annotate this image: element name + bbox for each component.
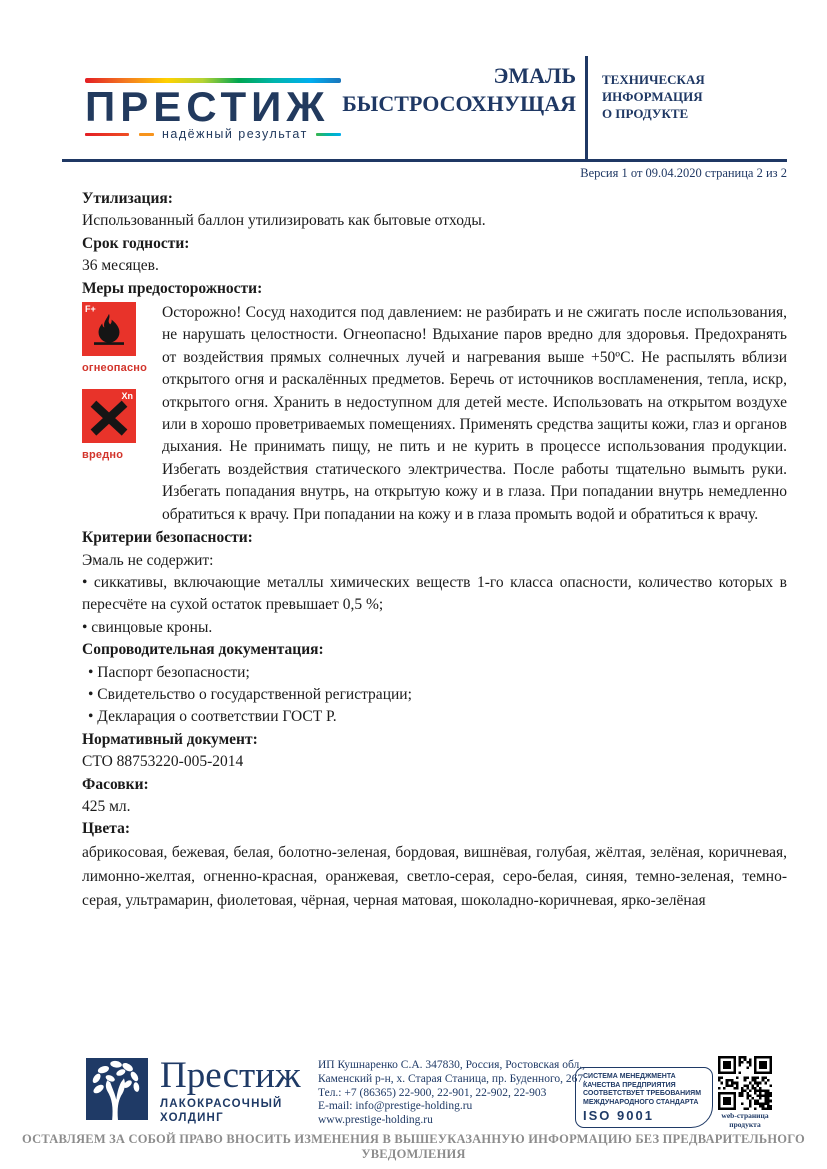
header-rule — [62, 159, 787, 162]
footer-disclaimer: ОСТАВЛЯЕМ ЗА СОБОЙ ПРАВО ВНОСИТЬ ИЗМЕНЕНИЯ В ВЫШЕУКАЗАННУЮ ИНФОРМАЦИЮ БЕЗ ПРЕДВАРИТЕЛЬНОГО УВЕДОМЛЕНИЯ — [22, 1132, 805, 1161]
teal-dash — [316, 133, 341, 136]
document-body — [82, 188, 787, 913]
address-line-1: ИП Кушнаренко С.А. 347830, Россия, Ростовская обл., — [318, 1059, 586, 1071]
qr-code-icon — [718, 1056, 772, 1110]
address-line-3: Тел.: +7 (86365) 22-900, 22-901, 22-902, 22-903 — [318, 1086, 547, 1099]
product-title-line1: ЭМАЛЬ — [493, 63, 576, 88]
shelf-life-text: 36 месяцев. — [82, 257, 159, 275]
flammable-caption: огнеопасно — [82, 362, 148, 375]
cross-icon — [89, 397, 129, 437]
normative-text: СТО 88753220-005-2014 — [82, 753, 244, 771]
precautions-block — [82, 302, 787, 526]
brand-name: ПРЕСТИЖ — [85, 83, 330, 130]
brand-tagline: надёжный результат — [162, 127, 308, 141]
company-address — [318, 1059, 586, 1128]
address-line-website: www.prestige-holding.ru — [318, 1114, 433, 1127]
doc-type-title — [602, 71, 705, 122]
section-heading-colors: Цвета: — [82, 820, 131, 838]
harmful-caption: вредно — [82, 449, 124, 462]
address-line-email: E-mail: info@prestige-holding.ru — [318, 1100, 473, 1113]
harmful-pictogram — [82, 389, 136, 443]
prestige-logo — [85, 78, 341, 141]
section-heading-packaging: Фасовки: — [82, 775, 149, 793]
documentation-item-3: • Декларация о соответствии ГОСТ Р. — [88, 708, 337, 726]
product-title — [320, 62, 576, 118]
section-heading-normative: Нормативный документ: — [82, 730, 258, 748]
flammable-pictogram — [82, 302, 136, 356]
safety-criteria-bullet-2: • свинцовые кроны. — [82, 618, 213, 636]
hazard-pictograms — [82, 302, 150, 526]
footer-logo — [86, 1055, 301, 1125]
address-line-2: Каменский р-н, х. Старая Станица, пр. Буденного, 267. — [318, 1072, 586, 1085]
footer-brand-subtitle: ЛАКОКРАСОЧНЫЙ ХОЛДИНГ — [160, 1098, 283, 1124]
precautions-text: Осторожно! Сосуд находится под давлением: не разбирать и не сжигать после использования, не нарушать целостности. Огнеопасно! Вдыхание паров вредно для здоровья. Предохранять от воздействия прямых солнечных лучей и нагревания выше +50ºС. Не распылять вблизи открытого огня и раскалённых предметов. Беречь от источников воспламенения, тепла, искр, открытого огня. Хранить в недоступном для детей месте. Использовать на открытом воздухе или в хорошо проветриваемых помещениях. Применять средства защиты кожи, глаз и органов дыхания. Не принимать пищу, не пить и не курить в процессе использования продукции. Избегать воздействия статического электричества. После работы тщательно вымыть руки. Избегать попадания внутрь, на открытую кожу и в глаза. При попадании внутрь немедленно обратиться к врачу. При попадании на кожу и в глаза промыть водой и обратиться к врачу. — [162, 304, 787, 523]
section-heading-precautions: Меры предосторожности: — [82, 279, 263, 297]
section-heading-safety-criteria: Критерии безопасности: — [82, 529, 253, 547]
header-vertical-divider — [585, 56, 588, 161]
doc-type-line2: ИНФОРМАЦИЯ — [602, 89, 703, 104]
section-heading-shelf-life: Срок годности: — [82, 234, 190, 252]
colors-list-text: абрикосовая, бежевая, белая, болотно-зеленая, бордовая, вишнёвая, голубая, жёлтая, зелёная, коричневая, лимонно-желтая, огненно-красная, оранжевая, светло-серая, серо-белая, синяя, темно-зеленая, темно-серая, ультрамарин, фиолетовая, чёрная, черная матовая, шоколадно-коричневая, ярко-зелёная — [82, 843, 787, 909]
tree-icon — [86, 1058, 148, 1120]
footer-logo-text — [160, 1055, 301, 1125]
doc-type-line1: ТЕХНИЧЕСКАЯ — [602, 72, 705, 87]
footer — [62, 1056, 787, 1134]
qr-code-block — [717, 1056, 773, 1129]
product-title-line2: БЫСТРОСОХНУЩАЯ — [342, 91, 576, 116]
safety-criteria-intro: Эмаль не содержит: — [82, 551, 214, 569]
packaging-text: 425 мл. — [82, 797, 131, 815]
documentation-item-1: • Паспорт безопасности; — [88, 663, 250, 681]
qr-caption: web-страница продукта — [721, 1111, 769, 1129]
section-heading-documentation: Сопроводительная документация: — [82, 641, 324, 659]
safety-criteria-bullet-1: • сиккативы, включающие металлы химических веществ 1-го класса опасности, количество которых в пересчёте на сухой остаток превышает 0,5 %; — [82, 573, 787, 614]
footer-brand-name: Престиж — [160, 1055, 301, 1096]
utilization-text: Использованный баллон утилизировать как бытовые отходы. — [82, 212, 486, 230]
iso-standard-label: ISO 9001 — [583, 1108, 654, 1124]
version-line: Версия 1 от 09.04.2020 страница 2 из 2 — [580, 166, 787, 180]
iso-9001-badge: СИСТЕМА МЕНЕДЖМЕНТА КАЧЕСТВА ПРЕДПРИЯТИЯ СООТВЕТСТВУЕТ ТРЕБОВАНИЯМ МЕЖДУНАРОДНОГО СТАНДАРТА ISO 9001 — [575, 1067, 713, 1128]
doc-type-line3: О ПРОДУКТЕ — [602, 106, 689, 121]
hazard-code-xn: Xn — [121, 391, 133, 402]
red-dash — [85, 133, 129, 136]
flame-icon — [89, 310, 129, 350]
orange-dash — [139, 133, 154, 136]
hazard-code-fplus: F+ — [85, 304, 96, 315]
documentation-item-2: • Свидетельство о государственной регистрации; — [88, 685, 412, 703]
section-heading-utilization: Утилизация: — [82, 190, 173, 207]
